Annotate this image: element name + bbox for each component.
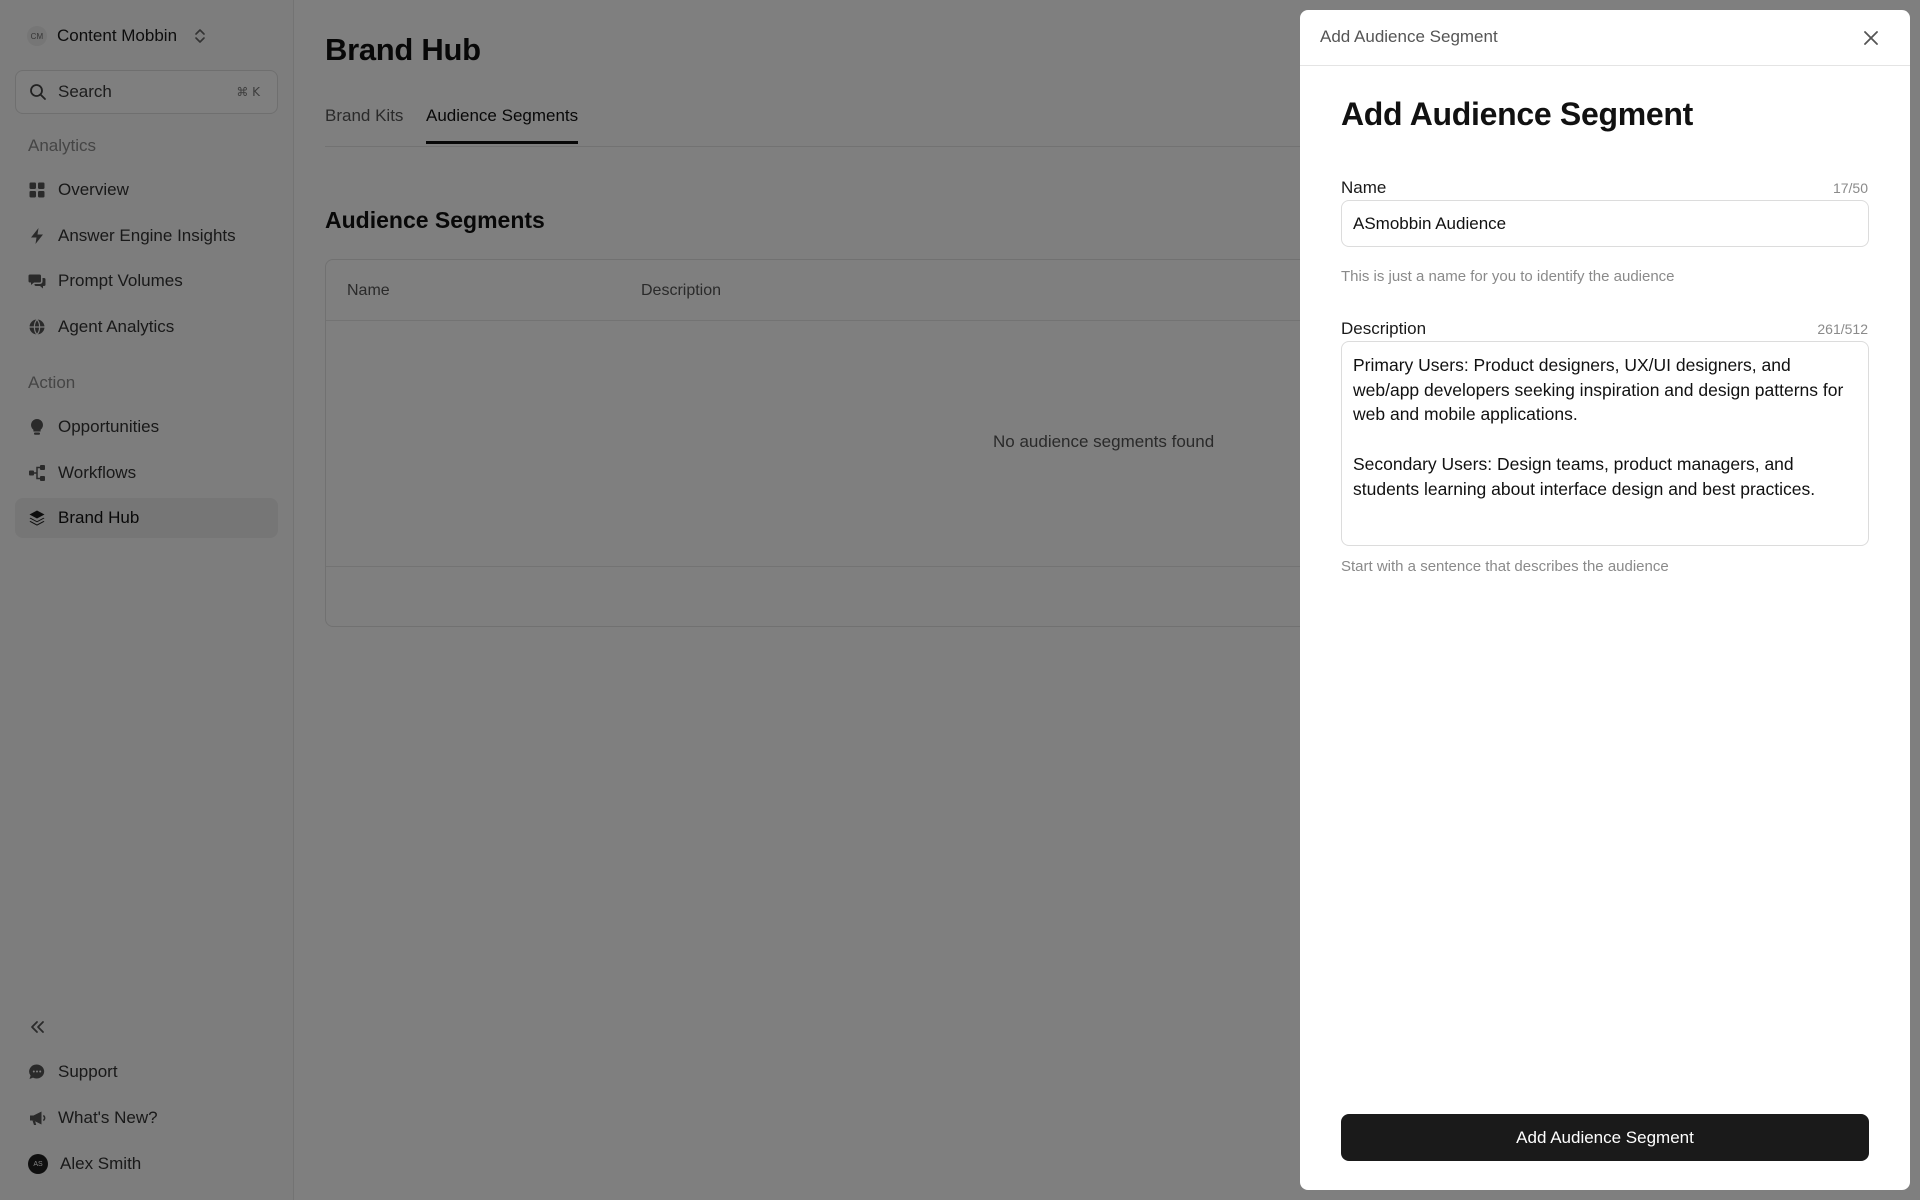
drawer-header <box>1300 10 1910 66</box>
drawer-header-title: Add Audience Segment <box>1320 27 1498 46</box>
close-button[interactable] <box>1860 27 1882 49</box>
name-label: Name <box>1341 178 1387 197</box>
description-label: Description <box>1341 319 1427 338</box>
name-field[interactable] <box>1341 200 1869 247</box>
name-char-count: 17/50 <box>1832 180 1868 196</box>
name-help-text: This is just a name for you to identify the audience <box>1341 268 1675 285</box>
add-audience-segment-button[interactable]: Add Audience Segment <box>1341 1114 1869 1161</box>
description-field[interactable] <box>1341 341 1869 546</box>
add-audience-segment-drawer <box>1300 10 1910 1190</box>
close-icon <box>1864 31 1878 45</box>
description-help-text: Start with a sentence that describes the audience <box>1341 558 1669 575</box>
drawer-title: Add Audience Segment <box>1341 96 1693 132</box>
description-char-count: 261/512 <box>1817 321 1868 337</box>
